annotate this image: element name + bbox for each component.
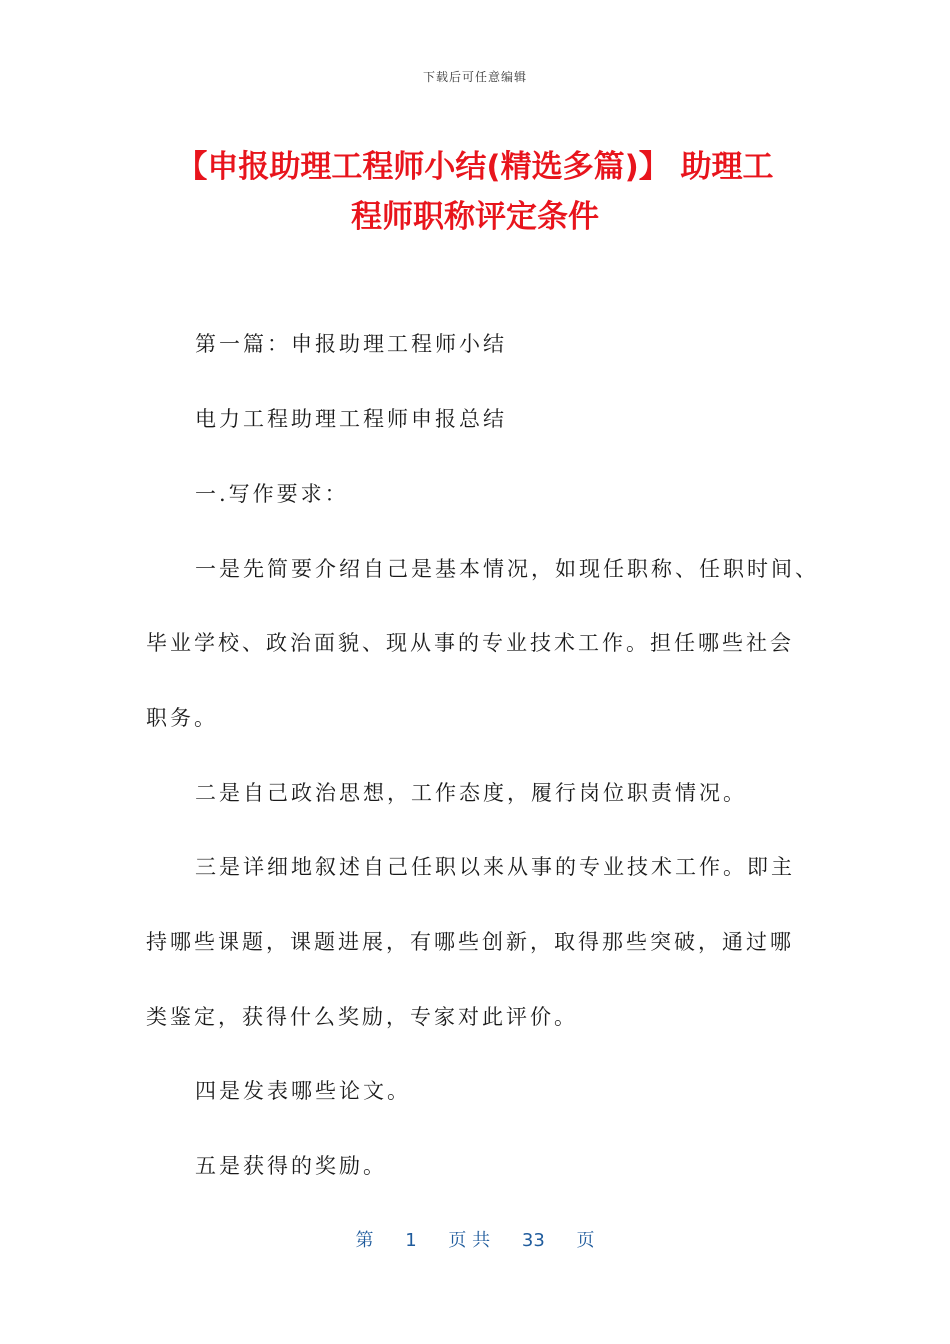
requirements-heading: 一.写作要求： [195,482,349,506]
title-line-1: 【申报助理工程师小结(精选多篇)】 助理工 [176,149,774,185]
paragraph-line: 三是详细地叙述自己任职以来从事的专业技术工作。即主 [195,855,795,879]
document-title [120,142,830,242]
paragraph-line: 二是自己政治思想，工作态度，履行岗位职责情况。 [195,781,747,805]
current-page-number: 1 [405,1230,417,1251]
page-footer [0,1226,950,1252]
title-line-2: 程师职称评定条件 [351,199,599,235]
paragraph-line: 职务。 [146,706,218,730]
paragraph-line: 持哪些课题，课题进展，有哪些创新，取得那些突破，通过哪 [146,930,794,954]
footer-middle: 页 共 [448,1230,491,1251]
total-pages-number: 33 [521,1230,545,1251]
paragraph-line: 一是先简要介绍自己是基本情况，如现任职称、任职时间、 [195,557,819,581]
subheading: 电力工程助理工程师申报总结 [195,407,507,431]
header-note: 下载后可任意编辑 [422,70,527,84]
paragraph-line: 类鉴定，获得什么奖励，专家对此评价。 [146,1005,578,1029]
footer-suffix: 页 [576,1230,595,1251]
paragraph-line: 四是发表哪些论文。 [195,1079,411,1103]
footer-prefix: 第 [355,1230,374,1251]
paragraph-line: 毕业学校、政治面貌、现从事的专业技术工作。担任哪些社会 [146,631,794,655]
section-heading: 第一篇：申报助理工程师小结 [195,332,507,356]
paragraph-line: 五是获得的奖励。 [195,1154,387,1178]
